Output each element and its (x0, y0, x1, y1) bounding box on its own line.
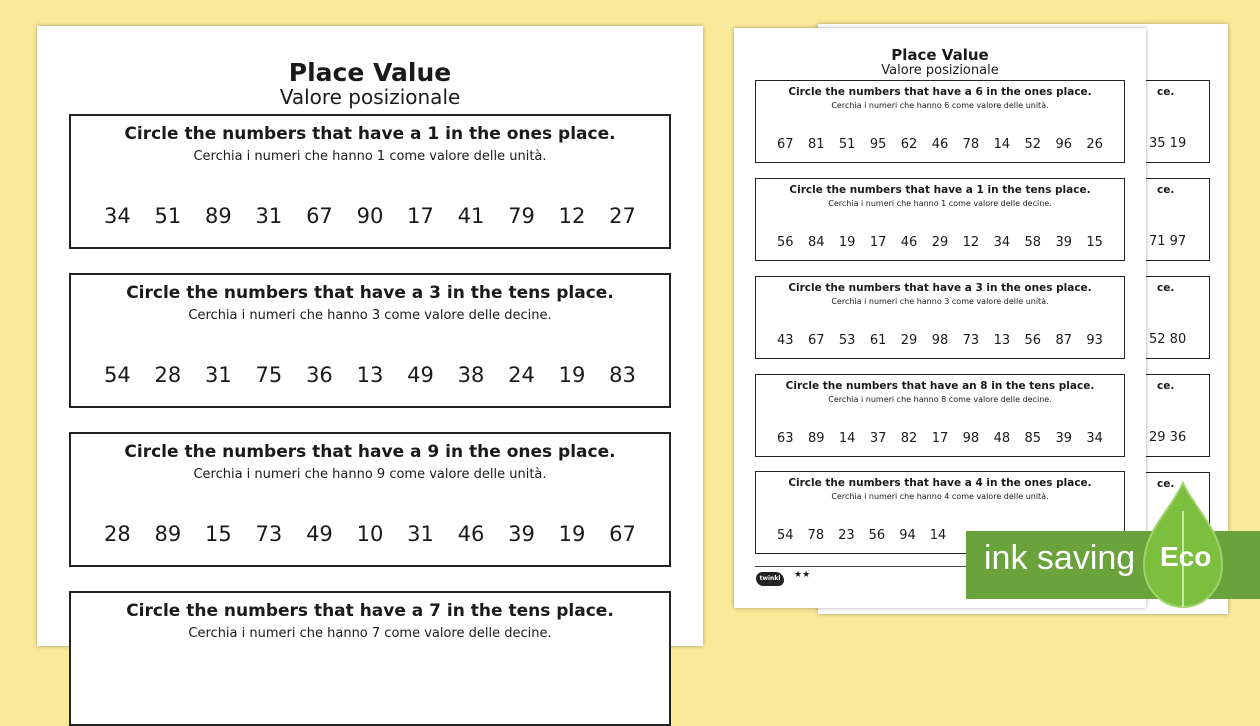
page-title: Place Value (288, 58, 452, 87)
number-item: 29 (931, 235, 949, 250)
number-item: 39 (1055, 235, 1072, 250)
number-item: 89 (154, 522, 182, 546)
question-translation: Cerchia i numeri che hanno 9 come valore delle unità. (193, 467, 547, 482)
ink-saving-text: ink saving (984, 539, 1136, 577)
number-item: 61 (869, 333, 887, 348)
number-item: 34 (993, 235, 1011, 250)
worksheet-main (37, 26, 703, 646)
question-translation: Cerchia i numeri che hanno 3 come valore delle unità. (831, 297, 1049, 306)
question-text: Circle the numbers that have a 6 in the ones place. (788, 86, 1092, 98)
number-item: 43 (777, 333, 794, 348)
number-item: 63 (777, 431, 794, 446)
number-item: 38 (457, 363, 485, 387)
question-text: Circle the numbers that have an 8 in the tens place. (785, 380, 1095, 392)
number-item: 12 (962, 235, 980, 250)
number-item: 67 (306, 204, 333, 228)
number-item: 34 (1086, 431, 1103, 446)
number-item: 93 (1086, 333, 1103, 348)
question-translation: Cerchia i numeri che hanno 1 come valore delle decine. (828, 199, 1052, 208)
number-item: 51 (154, 204, 182, 228)
number-item: 87 (1055, 333, 1072, 348)
number-item: 81 (807, 137, 825, 152)
number-item: 56 (777, 235, 794, 250)
number-item: 36 (306, 363, 333, 387)
question-box (69, 114, 671, 249)
number-item: 58 (1024, 235, 1042, 250)
number-item: 14 (929, 528, 947, 543)
number-item: 14 (838, 431, 856, 446)
number-item: 12 (558, 204, 586, 228)
number-item: 46 (900, 235, 918, 250)
number-item: 26 (1086, 137, 1103, 152)
number-item: 14 (993, 137, 1011, 152)
question-text: Circle the numbers that have a 1 in the ones place. (124, 124, 616, 144)
number-item: 67 (777, 137, 794, 152)
number-item: 90 (356, 204, 384, 228)
back-numbers: 71 97 (1149, 234, 1187, 249)
back-fragment: ce. (1157, 478, 1175, 490)
number-row (777, 137, 1103, 152)
back-fragment: ce. (1157, 184, 1175, 196)
number-item: 98 (962, 431, 980, 446)
question-box (69, 432, 671, 567)
number-item: 46 (457, 522, 485, 546)
number-item: 51 (838, 137, 856, 152)
number-item: 31 (407, 522, 434, 546)
number-item: 31 (255, 204, 283, 228)
number-item: 67 (807, 333, 825, 348)
question-text: Circle the numbers that have a 1 in the tens place. (789, 184, 1091, 196)
question-text: Circle the numbers that have a 3 in the ones place. (788, 282, 1092, 294)
question-box (755, 178, 1125, 261)
number-item: 79 (508, 204, 535, 228)
question-box (69, 591, 671, 726)
question-box (755, 374, 1125, 457)
number-item: 85 (1024, 431, 1042, 446)
number-item: 39 (508, 522, 535, 546)
rating-stars: ★★ (794, 570, 811, 580)
number-item: 39 (1055, 431, 1072, 446)
number-item: 78 (962, 137, 980, 152)
page-subtitle: Valore posizionale (279, 85, 461, 109)
number-item: 37 (869, 431, 887, 446)
preview-title: Place Value (891, 46, 989, 64)
back-fragment: ce. (1157, 380, 1175, 392)
question-text: Circle the numbers that have a 4 in the ones place. (788, 477, 1092, 489)
question-translation: Cerchia i numeri che hanno 4 come valore delle unità. (831, 492, 1049, 501)
number-item: 15 (1086, 235, 1103, 250)
number-item: 95 (869, 137, 887, 152)
back-numbers: 29 36 (1149, 430, 1187, 445)
question-translation: Cerchia i numeri che hanno 3 come valore delle decine. (188, 308, 552, 323)
number-item: 49 (407, 363, 434, 387)
number-item: 27 (609, 204, 636, 228)
number-item: 29 (900, 333, 918, 348)
number-item: 52 (1024, 137, 1042, 152)
number-item: 19 (558, 522, 586, 546)
number-item: 28 (104, 522, 131, 546)
question-text: Circle the numbers that have a 3 in the tens place. (126, 283, 614, 303)
number-item: 56 (868, 528, 886, 543)
number-item: 19 (838, 235, 856, 250)
number-row (777, 431, 1103, 446)
back-fragment: ce. (1157, 86, 1175, 98)
number-row (777, 333, 1103, 348)
twinkl-logo: twinkl (756, 572, 784, 586)
number-item: 96 (1055, 137, 1072, 152)
question-box (755, 80, 1125, 163)
number-item: 54 (777, 528, 794, 543)
number-item: 83 (609, 363, 636, 387)
number-item: 24 (508, 363, 535, 387)
number-item: 98 (931, 333, 949, 348)
number-item: 89 (807, 431, 825, 446)
number-item: 10 (356, 522, 384, 546)
number-row (777, 235, 1103, 250)
question-translation: Cerchia i numeri che hanno 7 come valore delle decine. (188, 626, 552, 641)
number-item: 17 (869, 235, 887, 250)
number-item: 46 (931, 137, 949, 152)
number-item: 84 (807, 235, 825, 250)
number-item: 56 (1024, 333, 1042, 348)
question-box (755, 276, 1125, 359)
number-item: 17 (407, 204, 434, 228)
number-item: 19 (558, 363, 586, 387)
number-item: 75 (255, 363, 283, 387)
number-item: 78 (807, 528, 825, 543)
question-translation: Cerchia i numeri che hanno 1 come valore delle unità. (193, 149, 547, 164)
number-item: 41 (457, 204, 485, 228)
number-item: 89 (205, 204, 232, 228)
worksheet-preview (734, 28, 1146, 608)
preview-subtitle: Valore posizionale (881, 63, 999, 78)
number-item: 34 (104, 204, 131, 228)
question-text: Circle the numbers that have a 7 in the tens place. (126, 601, 614, 621)
number-item: 73 (962, 333, 980, 348)
number-item: 62 (900, 137, 918, 152)
question-box (69, 273, 671, 408)
number-row (104, 522, 636, 546)
number-item: 17 (931, 431, 949, 446)
number-item: 28 (154, 363, 182, 387)
question-translation: Cerchia i numeri che hanno 8 come valore delle decine. (828, 395, 1052, 404)
number-item: 82 (900, 431, 918, 446)
number-item: 49 (306, 522, 333, 546)
back-numbers: 52 80 (1149, 332, 1187, 347)
number-item: 13 (356, 363, 384, 387)
back-fragment: ce. (1157, 282, 1175, 294)
number-item: 54 (104, 363, 131, 387)
number-item: 73 (255, 522, 283, 546)
number-item: 31 (205, 363, 232, 387)
number-item: 23 (838, 528, 855, 543)
number-item: 53 (838, 333, 856, 348)
number-item: 48 (993, 431, 1011, 446)
number-row (104, 363, 636, 387)
question-translation: Cerchia i numeri che hanno 6 come valore delle unità. (831, 101, 1049, 110)
number-item: 15 (205, 522, 232, 546)
eco-label: Eco (1160, 541, 1212, 572)
number-row (104, 204, 636, 228)
number-row (777, 528, 946, 543)
number-item: 13 (993, 333, 1011, 348)
number-item: 94 (899, 528, 916, 543)
number-item: 67 (609, 522, 636, 546)
back-numbers: 35 19 (1149, 136, 1187, 151)
question-text: Circle the numbers that have a 9 in the ones place. (124, 442, 616, 462)
